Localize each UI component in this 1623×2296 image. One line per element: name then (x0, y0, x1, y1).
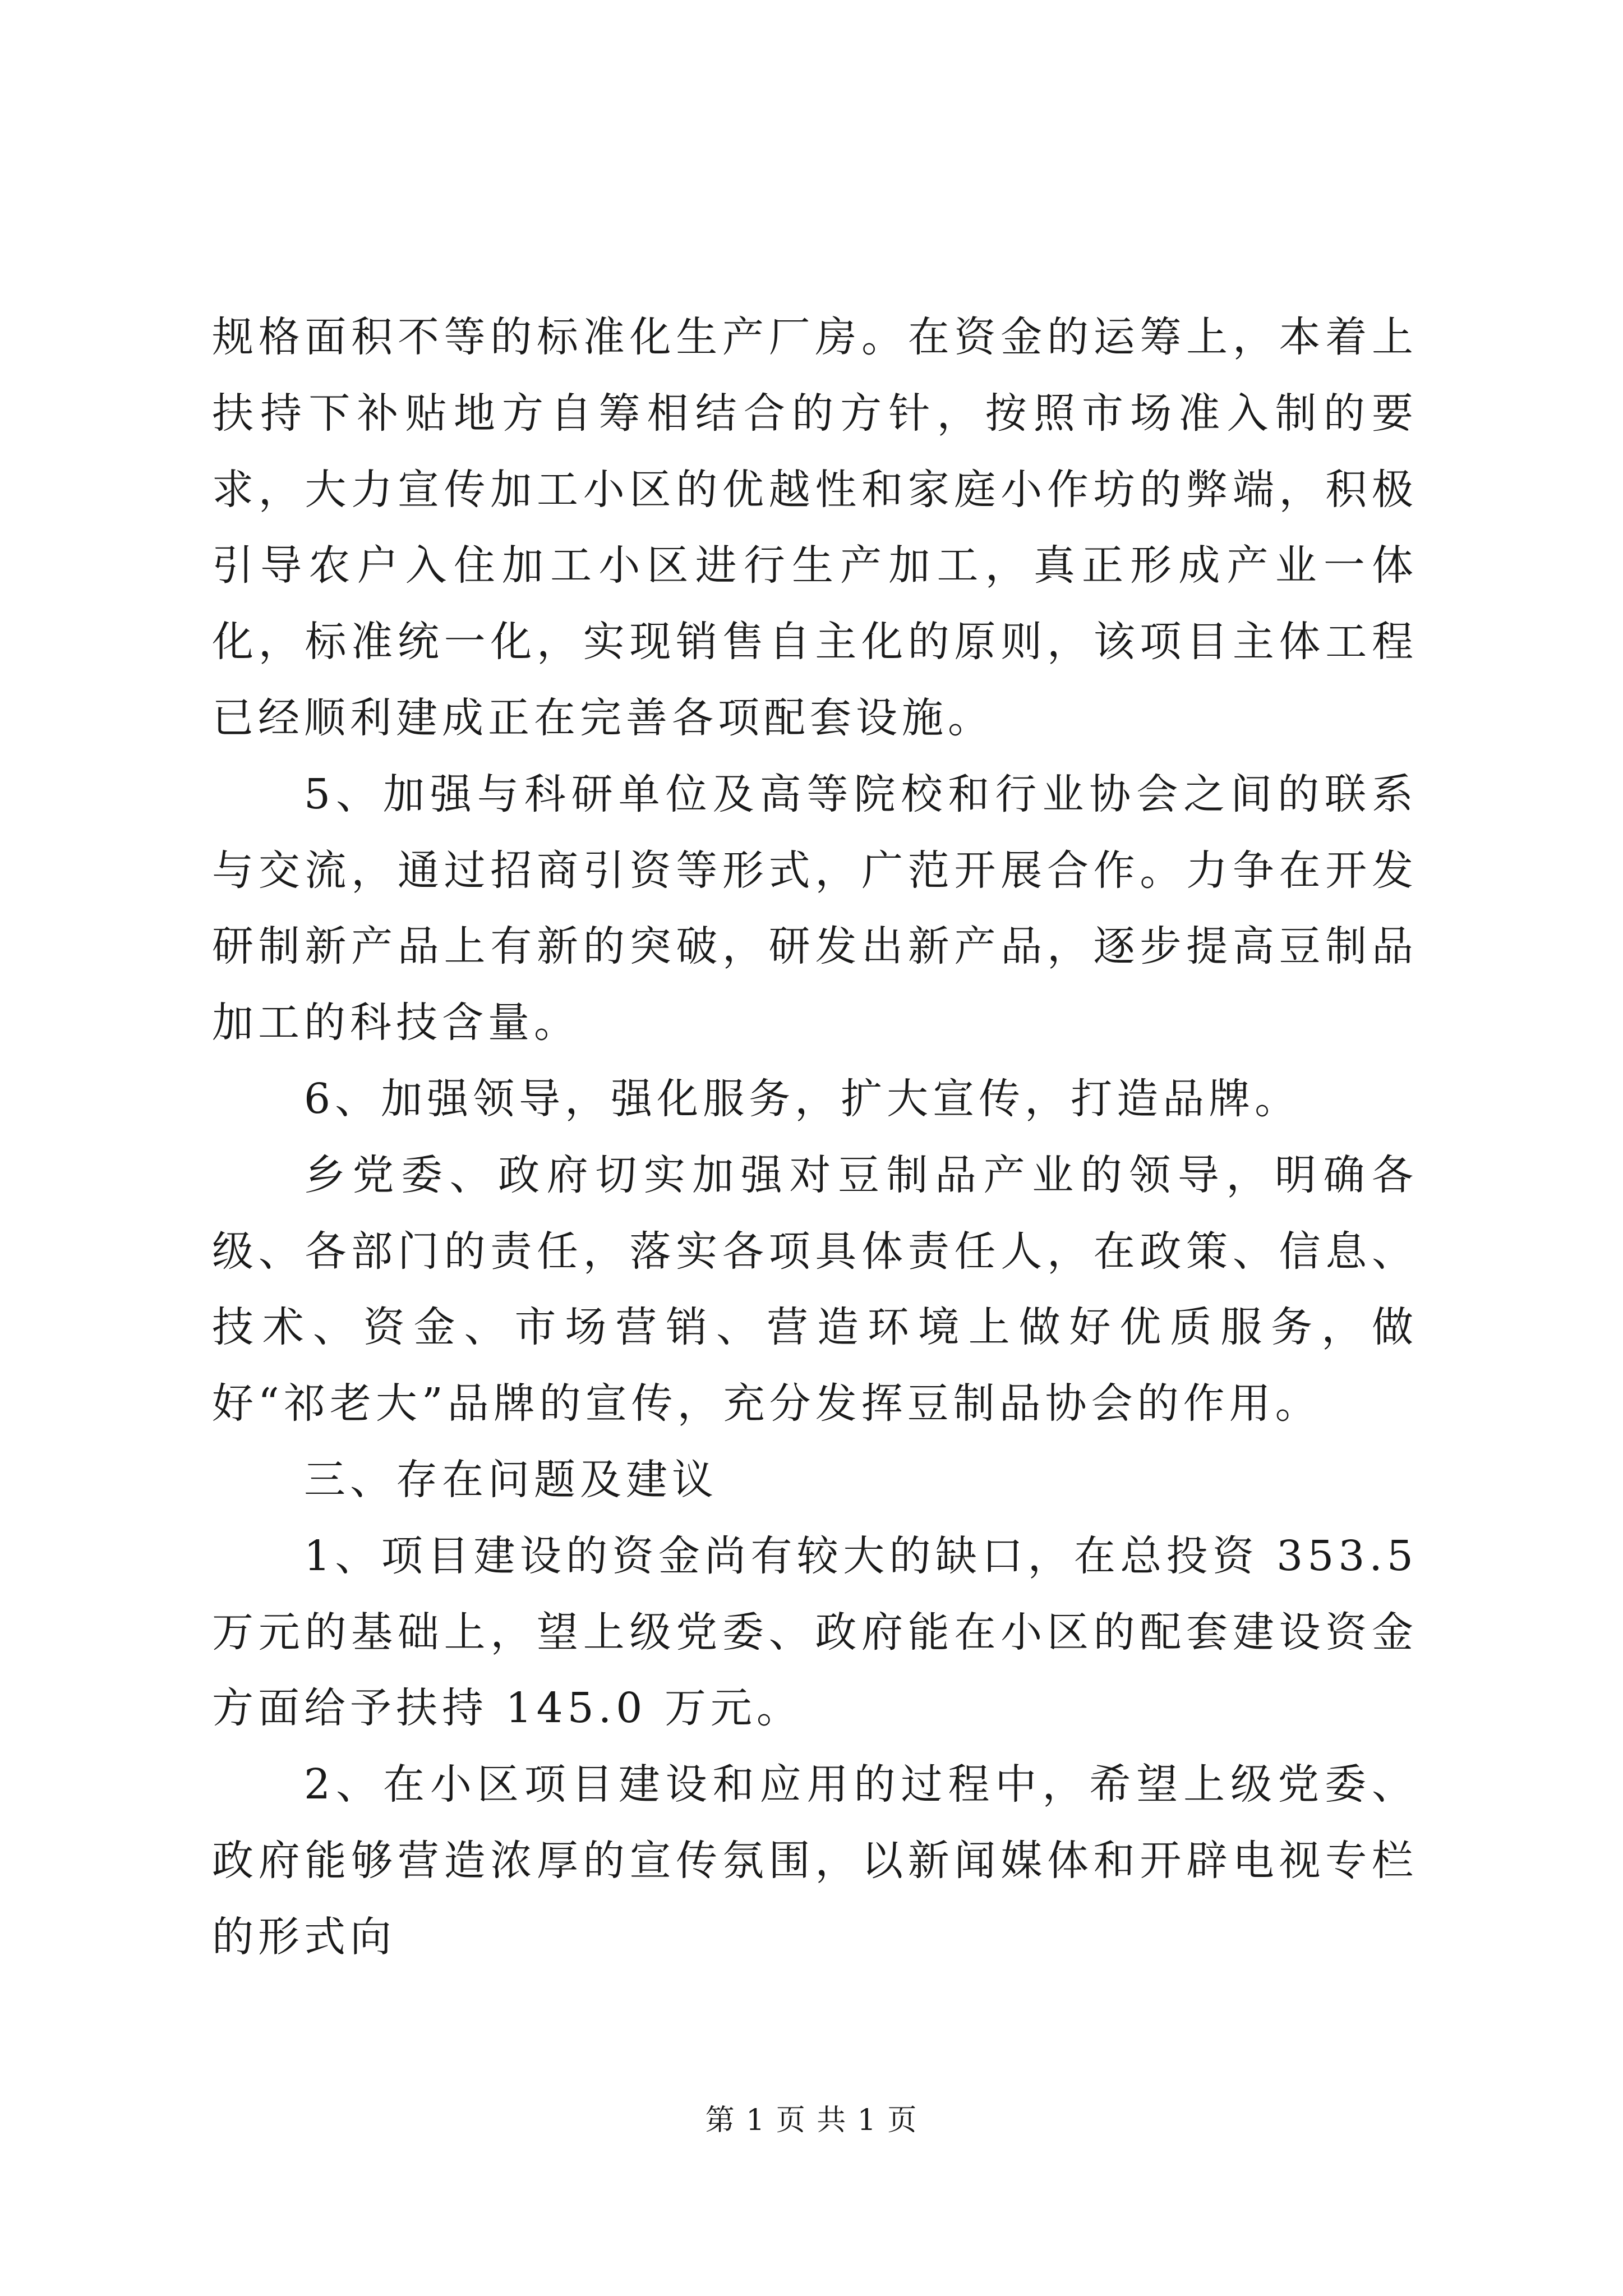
paragraph-7: 2、在小区项目建设和应用的过程中，希望上级党委、政府能够营造浓厚的宣传氛围，以新闻媒体和开辟电视专栏的形式向 (212, 1760, 1418, 1961)
paragraph-2: 5、加强与科研单位及高等院校和行业协会之间的联系与交流，通过招商引资等形式，广范开展合作。力争在开发研制新产品上有新的突破，研发出新产品，逐步提高豆制品加工的科技含量。 (212, 770, 1418, 1047)
section-heading: 三、存在问题及建议 (304, 1455, 718, 1504)
paragraph-1: 规格面积不等的标准化生产厂房。在资金的运筹上，本着上扶持下补贴地方自筹相结合的方针，按照市场准入制的要求，大力宣传加工小区的优越性和家庭小作坊的弊端，积极引导农户入住加工小区进行生产加工，真正形成产业一体化，标准统一化，实现销售自主化的原则，该项目主体工程已经顺利建成正在完善各项配套设施。 (212, 313, 1418, 742)
page-footer: 第 1 页 共 1 页 (705, 2104, 918, 2137)
paragraph-4: 乡党委、政府切实加强对豆制品产业的领导，明确各级、各部门的责任，落实各项具体责任人，在政策、信息、技术、资金、市场营销、营造环境上做好优质服务，做好“祁老大”品牌的宣传，充分发挥豆制品协会的作用。 (212, 1151, 1418, 1428)
document-body (212, 300, 1418, 1976)
paragraph-6: 1、项目建设的资金尚有较大的缺口，在总投资 353.5 万元的基础上，望上级党委、政府能在小区的配套建设资金方面给予扶持 145.0 万元。 (212, 1531, 1418, 1733)
paragraph-3: 6、加强领导，强化服务，扩大宣传，打造品牌。 (304, 1074, 1301, 1123)
